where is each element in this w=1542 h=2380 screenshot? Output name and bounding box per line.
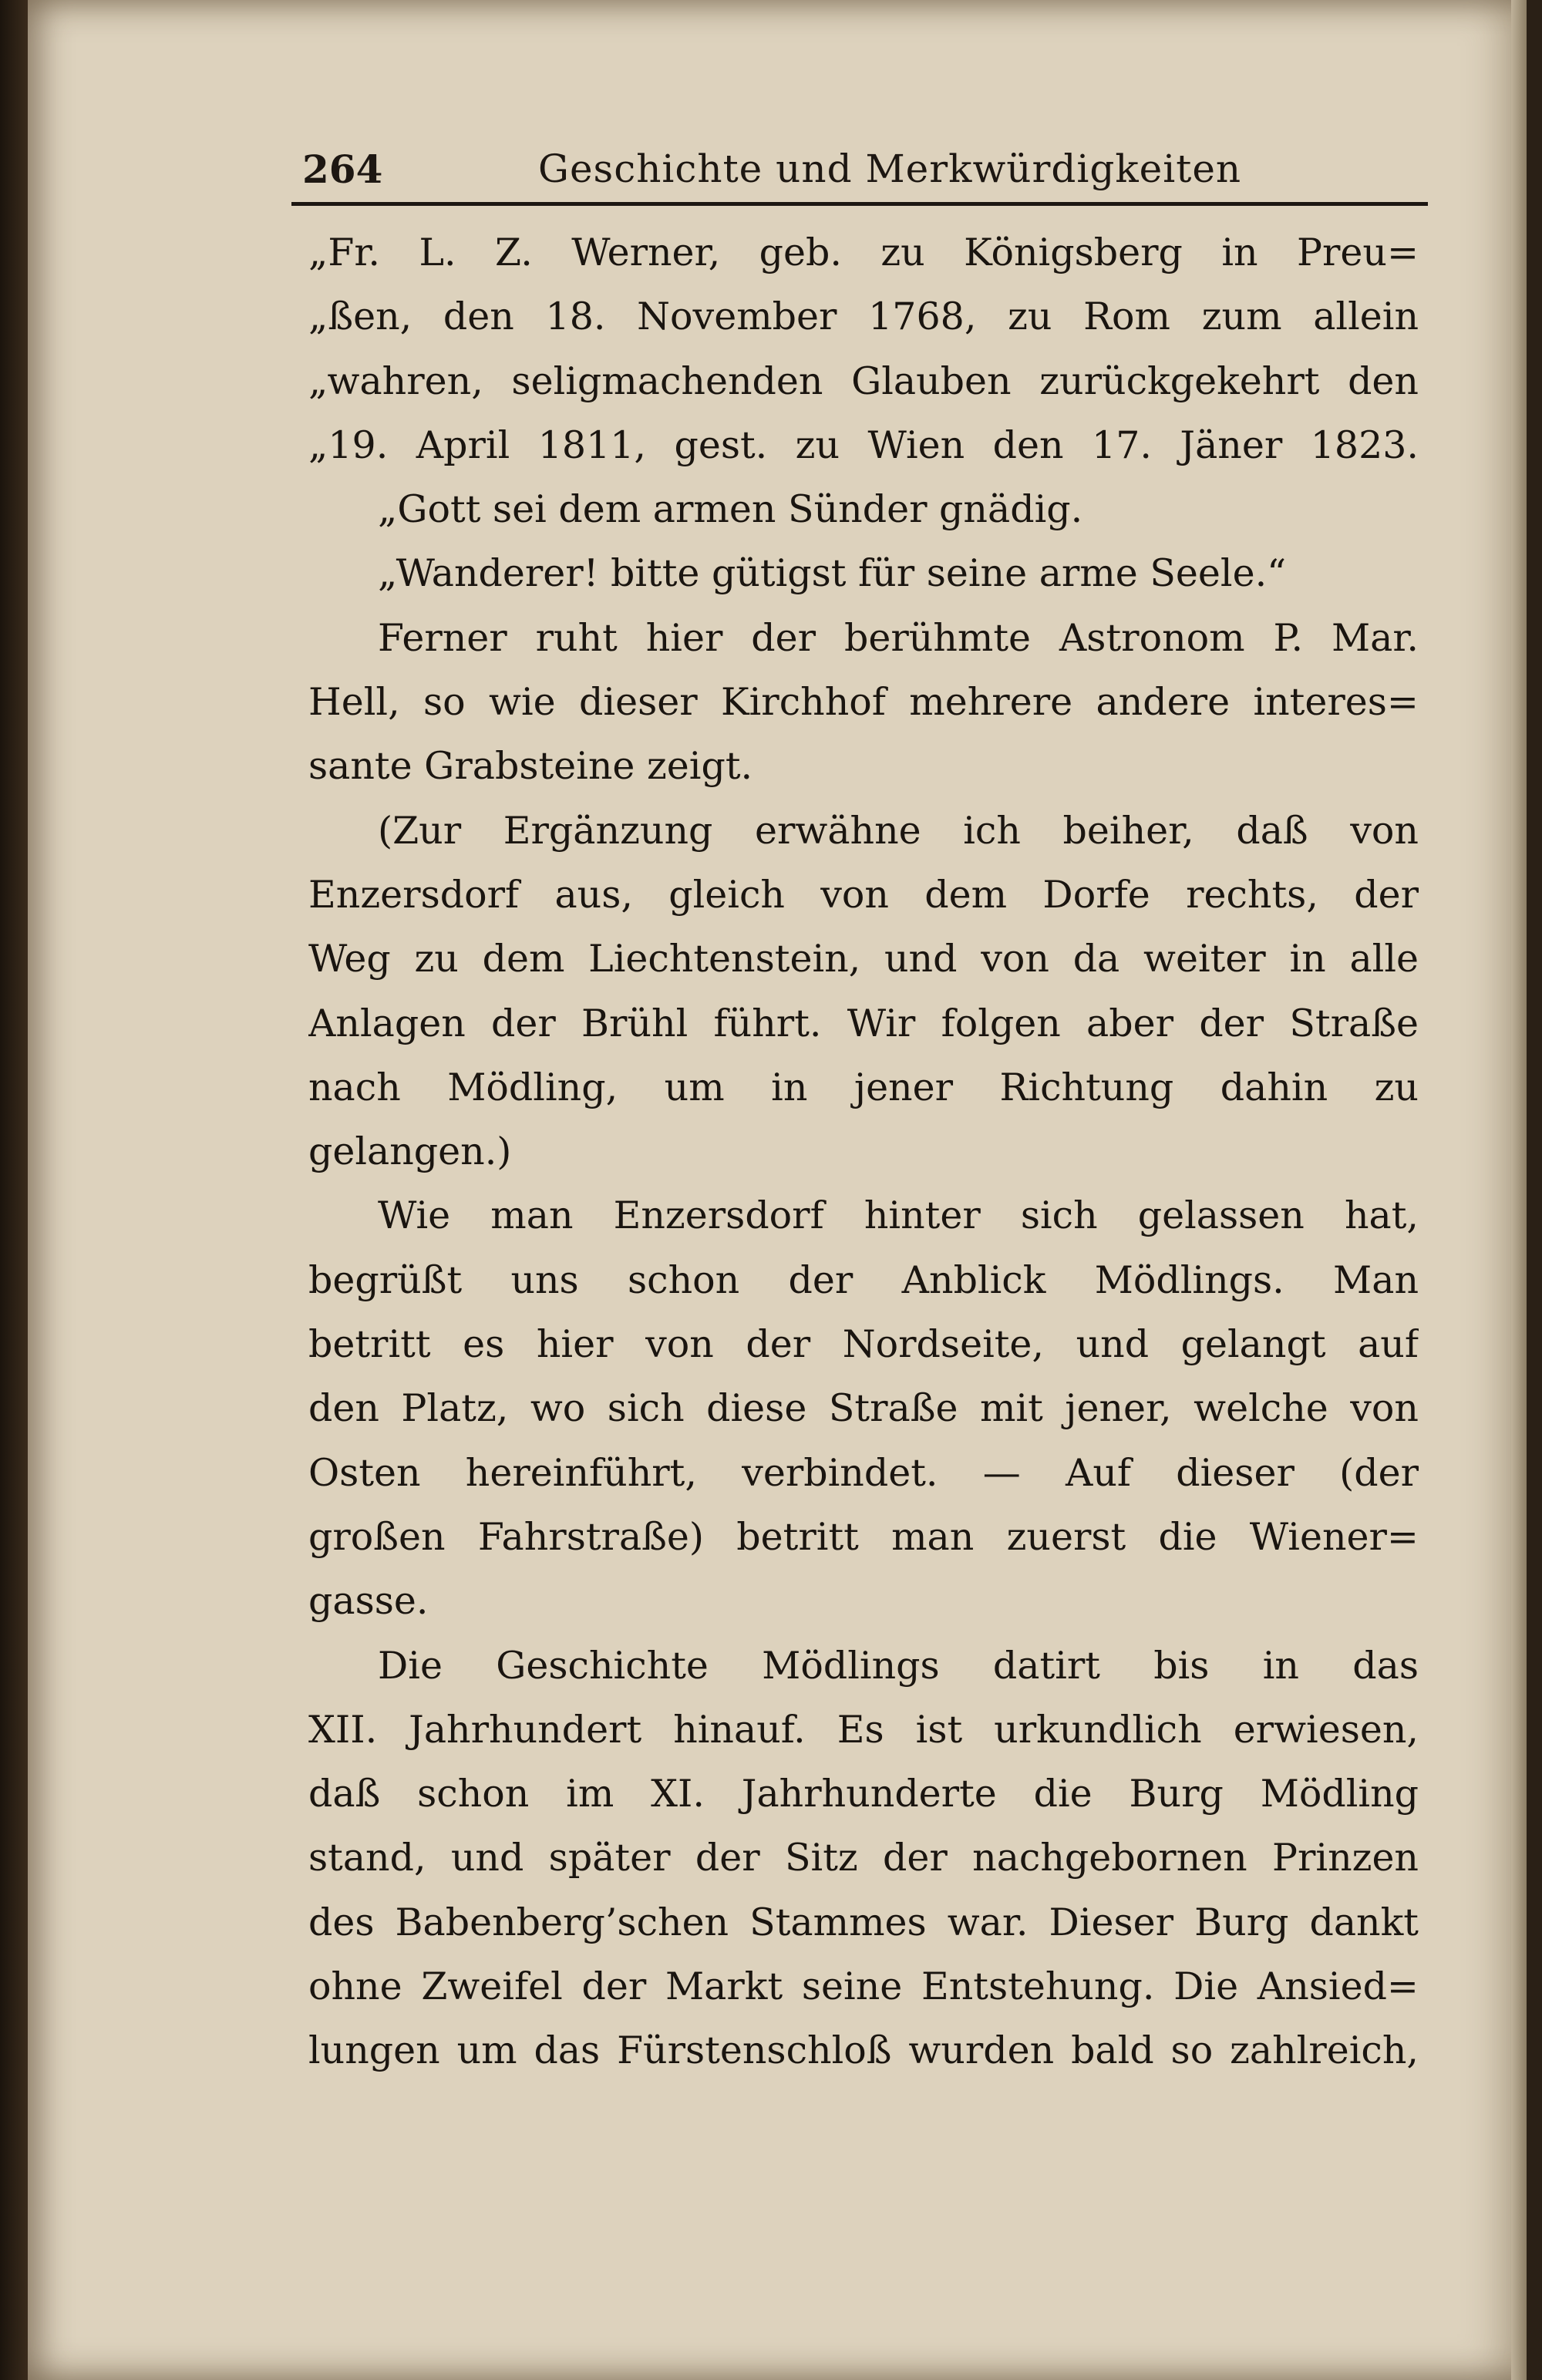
text-line: begrüßt uns schon der Anblick Mödlings. Man (308, 1257, 1419, 1302)
text-line: daß schon im XI. Jahrhunderte die Burg Mödling (308, 1772, 1419, 1816)
text-line: gelangen.) (308, 1129, 512, 1174)
page-header (291, 143, 1428, 197)
text-line: „Fr. L. Z. Werner, geb. zu Königsberg in Preu= (308, 231, 1419, 274)
body-text (308, 220, 1419, 2083)
book-spine (0, 0, 28, 2380)
text-line: gasse. (308, 1579, 429, 1624)
text-line: stand, und später der Sitz der nachgebornen Prinzen (308, 1836, 1419, 1880)
text-line: Weg zu dem Liechtenstein, und von da weiter in alle (308, 937, 1419, 981)
text-line: „wahren, seligmachenden Glauben zurückgekehrt den (308, 359, 1419, 403)
text-line: Wie man Enzersdorf hinter sich gelassen hat, (378, 1193, 1419, 1238)
text-line: (Zur Ergänzung erwähne ich beiher, daß von (378, 808, 1419, 853)
text-line: Enzersdorf aus, gleich von dem Dorfe rechts, der (308, 872, 1419, 917)
text-line: betritt es hier von der Nordseite, und gelangt auf (308, 1322, 1419, 1367)
text-line: „19. April 1811, gest. zu Wien den 17. Jäner 1823. (308, 422, 1419, 467)
page-number: 264 (302, 146, 383, 192)
text-line: ohne Zweifel der Markt seine Entstehung. Die Ansied= (308, 1964, 1419, 2009)
text-line: Hell, so wie dieser Kirchhof mehrere andere interes= (308, 680, 1419, 725)
text-line: XII. Jahrhundert hinauf. Es ist urkundlich erwiesen, (308, 1707, 1419, 1752)
text-line: Ferner ruht hier der berühmte Astronom P. Mar. (378, 615, 1419, 660)
text-line: Die Geschichte Mödlings datirt bis in das (378, 1643, 1419, 1688)
text-line: „Wanderer! bitte gütigst für seine arme Seele.“ (378, 551, 1287, 596)
page-edge (1511, 0, 1527, 2380)
header-rule (291, 202, 1428, 206)
text-line: nach Mödling, um in jener Richtung dahin zu (308, 1065, 1419, 1109)
text-line: sante Grabsteine zeigt. (308, 744, 753, 789)
text-line: großen Fahrstraße) betritt man zuerst die Wiener= (308, 1514, 1419, 1559)
running-title: Geschichte und Merkwürdigkeiten (538, 146, 1242, 191)
text-line: Anlagen der Brühl führt. Wir folgen aber der Straße (308, 1001, 1419, 1045)
text-line: lungen um das Fürstenschloß wurden bald so zahlreich, (308, 2028, 1419, 2073)
text-line: „Gott sei dem armen Sünder gnädig. (378, 487, 1083, 532)
text-line: den Platz, wo sich diese Straße mit jener, welche von (308, 1386, 1419, 1431)
text-line: Osten hereinführt, verbindet. — Auf dieser (der (308, 1450, 1419, 1495)
text-line: „ßen, den 18. November 1768, zu Rom zum allein (308, 295, 1419, 339)
text-line: des Babenberg’schen Stammes war. Dieser Burg dankt (308, 1900, 1419, 1944)
